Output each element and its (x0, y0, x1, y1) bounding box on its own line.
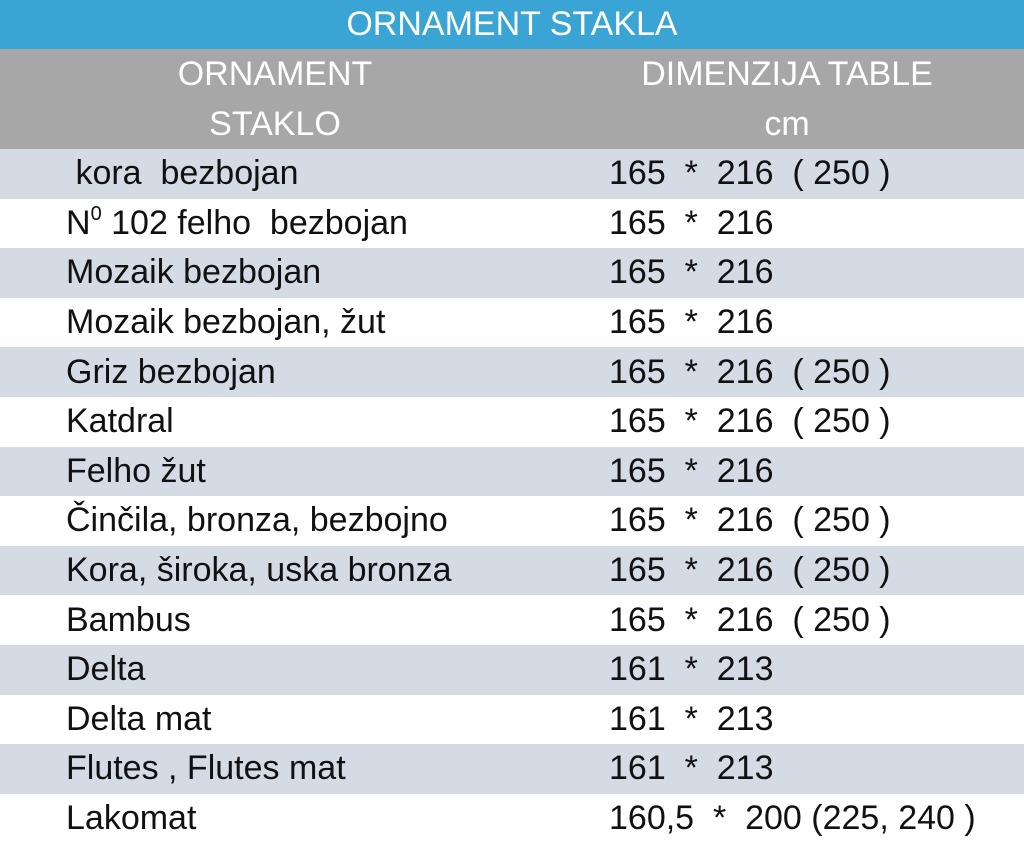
table-row (0, 248, 1024, 298)
glass-dimension: 165 * 216 ( 250 ) (609, 600, 891, 639)
table-row (0, 695, 1024, 745)
glass-name: Kora, široka, uska bronza (66, 551, 452, 590)
header-col-ornament-line1: ORNAMENT (177, 55, 373, 93)
table-title: ORNAMENT STAKLA (346, 5, 678, 43)
glass-name: Felho žut (66, 451, 206, 490)
glass-dimension: 161 * 213 (609, 650, 774, 689)
glass-name: Griz bezbojan (66, 352, 276, 391)
glass-name: Delta (66, 650, 146, 689)
header-col-ornament-line2: STAKLO (209, 105, 341, 143)
header-col-ornament (0, 49, 550, 149)
glass-name: Flutes , Flutes mat (66, 749, 346, 788)
header-col-dimension (550, 49, 1024, 149)
table-body (0, 149, 1024, 843)
table-row (0, 645, 1024, 695)
table-title-bar (0, 0, 1024, 49)
glass-name: Mozaik bezbojan, žut (66, 303, 386, 342)
glass-dimension: 165 * 216 ( 250 ) (609, 501, 891, 540)
table-row (0, 794, 1024, 844)
glass-dimension: 161 * 213 (609, 699, 774, 738)
glass-name: Lakomat (66, 799, 197, 838)
glass-dimension: 165 * 216 ( 250 ) (609, 154, 891, 193)
header-col-dimension-line1: DIMENZIJA TABLE (641, 55, 933, 93)
glass-dimension: 165 * 216 (609, 203, 774, 242)
glass-dimension: 160,5 * 200 (225, 240 ) (609, 799, 976, 838)
table-row (0, 149, 1024, 199)
glass-dimension: 165 * 216 (609, 451, 774, 490)
table-row (0, 546, 1024, 596)
glass-dimension: 165 * 216 ( 250 ) (609, 352, 891, 391)
table-row (0, 199, 1024, 249)
glass-name: Katdral (66, 402, 174, 441)
glass-name: Mozaik bezbojan (66, 253, 322, 292)
glass-dimension: 161 * 213 (609, 749, 774, 788)
glass-name: Činčila, bronza, bezbojno (66, 501, 448, 540)
glass-name-superscript: 0 (90, 202, 102, 225)
header-col-dimension-line2: cm (764, 105, 810, 143)
table-row (0, 744, 1024, 794)
glass-dimension: 165 * 216 ( 250 ) (609, 551, 891, 590)
glass-name (0, 204, 544, 243)
glass-dimension: 165 * 216 ( 250 ) (609, 402, 891, 441)
glass-dimension: 165 * 216 (609, 253, 774, 292)
table-header (0, 49, 1024, 149)
glass-name-rest: 102 felho bezbojan (101, 203, 408, 242)
table-row (0, 447, 1024, 497)
table-row (0, 347, 1024, 397)
table-row (0, 397, 1024, 447)
glass-name: kora bezbojan (66, 154, 299, 193)
table-row (0, 595, 1024, 645)
glass-name: Delta mat (66, 699, 212, 738)
glass-dimension: 165 * 216 (609, 303, 774, 342)
table-row (0, 496, 1024, 546)
glass-name-prefix: N (66, 203, 91, 242)
table-row (0, 298, 1024, 348)
glass-name: Bambus (66, 600, 191, 639)
